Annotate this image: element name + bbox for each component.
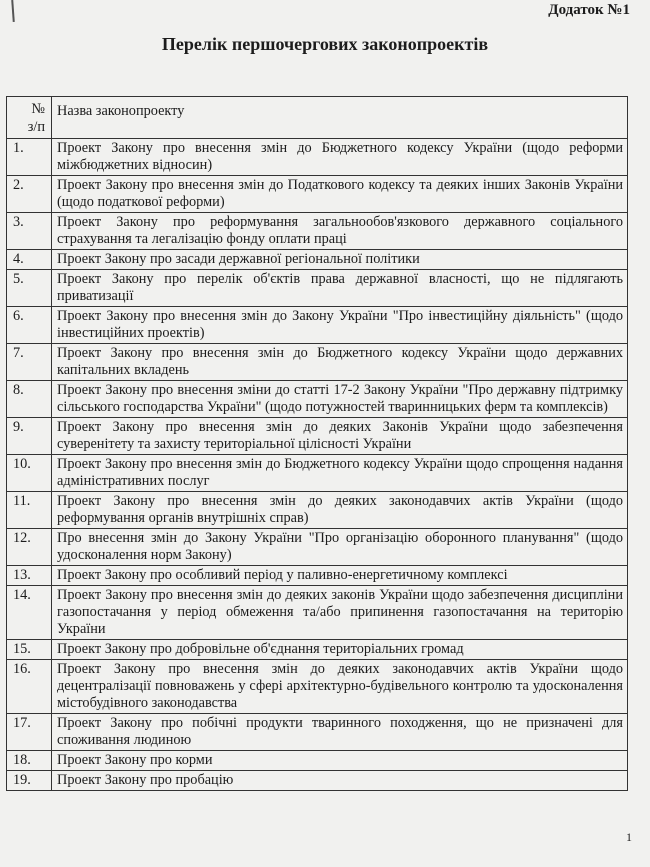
bill-name: Про внесення змін до Закону України "Про організацію оборонного планування" (щодо удосконалення норм Закону) [52,529,628,566]
row-number: 17. [7,714,52,751]
row-number: 8. [7,381,52,418]
row-number: 18. [7,751,52,771]
bill-name: Проект Закону про побічні продукти тваринного походження, що не призначені для споживання людиною [52,714,628,751]
pen-mark [11,0,15,22]
table-row [7,455,628,492]
table-row [7,566,628,586]
row-number: 6. [7,307,52,344]
bill-name: Проект Закону про внесення змін до Бюджетного кодексу України (щодо реформи міжбюджетних відносин) [52,139,628,176]
bill-name: Проект Закону про особливий період у паливно-енергетичному комплексі [52,566,628,586]
bill-name: Проект Закону про корми [52,751,628,771]
row-number: 4. [7,250,52,270]
row-number: 15. [7,640,52,660]
row-number: 7. [7,344,52,381]
table-row [7,139,628,176]
table-row [7,176,628,213]
table-row [7,492,628,529]
row-number: 2. [7,176,52,213]
table-row [7,640,628,660]
bill-name: Проект Закону про внесення зміни до статті 17-2 Закону України "Про державну підтримку сільського господарства України" (щодо потужностей тваринницьких ферм та комплексів) [52,381,628,418]
row-number: 16. [7,660,52,714]
row-number: 5. [7,270,52,307]
bills-table [6,96,628,791]
bill-name: Проект Закону про пробацію [52,771,628,791]
row-number: 19. [7,771,52,791]
bill-name: Проект Закону про внесення змін до деяких законодавчих актів України щодо децентралізації повноважень у сфері архітектурно-будівельного контролю та удосконалення містобудівного законодавства [52,660,628,714]
row-number: 9. [7,418,52,455]
column-header-number: № з/п [7,97,52,139]
page-number: 1 [626,830,632,844]
row-number: 13. [7,566,52,586]
bill-name: Проект Закону про внесення змін до Податкового кодексу та деяких інших Законів України (щодо податкової реформи) [52,176,628,213]
table-row [7,586,628,640]
table-row [7,660,628,714]
table-row [7,529,628,566]
document-title: Перелік першочергових законопроектів [161,34,489,54]
row-number: 1. [7,139,52,176]
bill-name: Проект Закону про внесення змін до деяких Законів України щодо забезпечення суверенітету та захисту територіальної цілісності України [52,418,628,455]
row-number: 14. [7,586,52,640]
table-row [7,771,628,791]
bill-name: Проект Закону про перелік об'єктів права державної власності, що не підлягають приватизації [52,270,628,307]
bill-name: Проект Закону про добровільне об'єднання територіальних громад [52,640,628,660]
bill-name: Проект Закону про реформування загальнообов'язкового державного соціального страхування та легалізацію фонду оплати праці [52,213,628,250]
table-row [7,307,628,344]
row-number: 10. [7,455,52,492]
table-row [7,381,628,418]
table-row [7,344,628,381]
table-row [7,751,628,771]
bill-name: Проект Закону про внесення змін до Бюджетного кодексу України щодо державних капітальних вкладень [52,344,628,381]
bill-name: Проект Закону про внесення змін до деяких законів України щодо забезпечення дисципліни газопостачання у період обмеження та/або припинення газопостачання на територію України [52,586,628,640]
table-row [7,250,628,270]
bill-name: Проект Закону про внесення змін до деяких законодавчих актів України (щодо реформування органів внутрішніх справ) [52,492,628,529]
table-row [7,714,628,751]
row-number: 11. [7,492,52,529]
bill-name: Проект Закону про внесення змін до Бюджетного кодексу України щодо спрощення надання адміністративних послуг [52,455,628,492]
bill-name: Проект Закону про засади державної регіональної політики [52,250,628,270]
table-row [7,270,628,307]
row-number: 3. [7,213,52,250]
table-header-row [7,97,628,139]
column-header-name: Назва законопроекту [52,97,628,139]
table-row [7,418,628,455]
table-row [7,213,628,250]
appendix-label: Додаток №1 [548,2,630,18]
bill-name: Проект Закону про внесення змін до Закону України "Про інвестиційну діяльність" (щодо інвестиційних проектів) [52,307,628,344]
row-number: 12. [7,529,52,566]
